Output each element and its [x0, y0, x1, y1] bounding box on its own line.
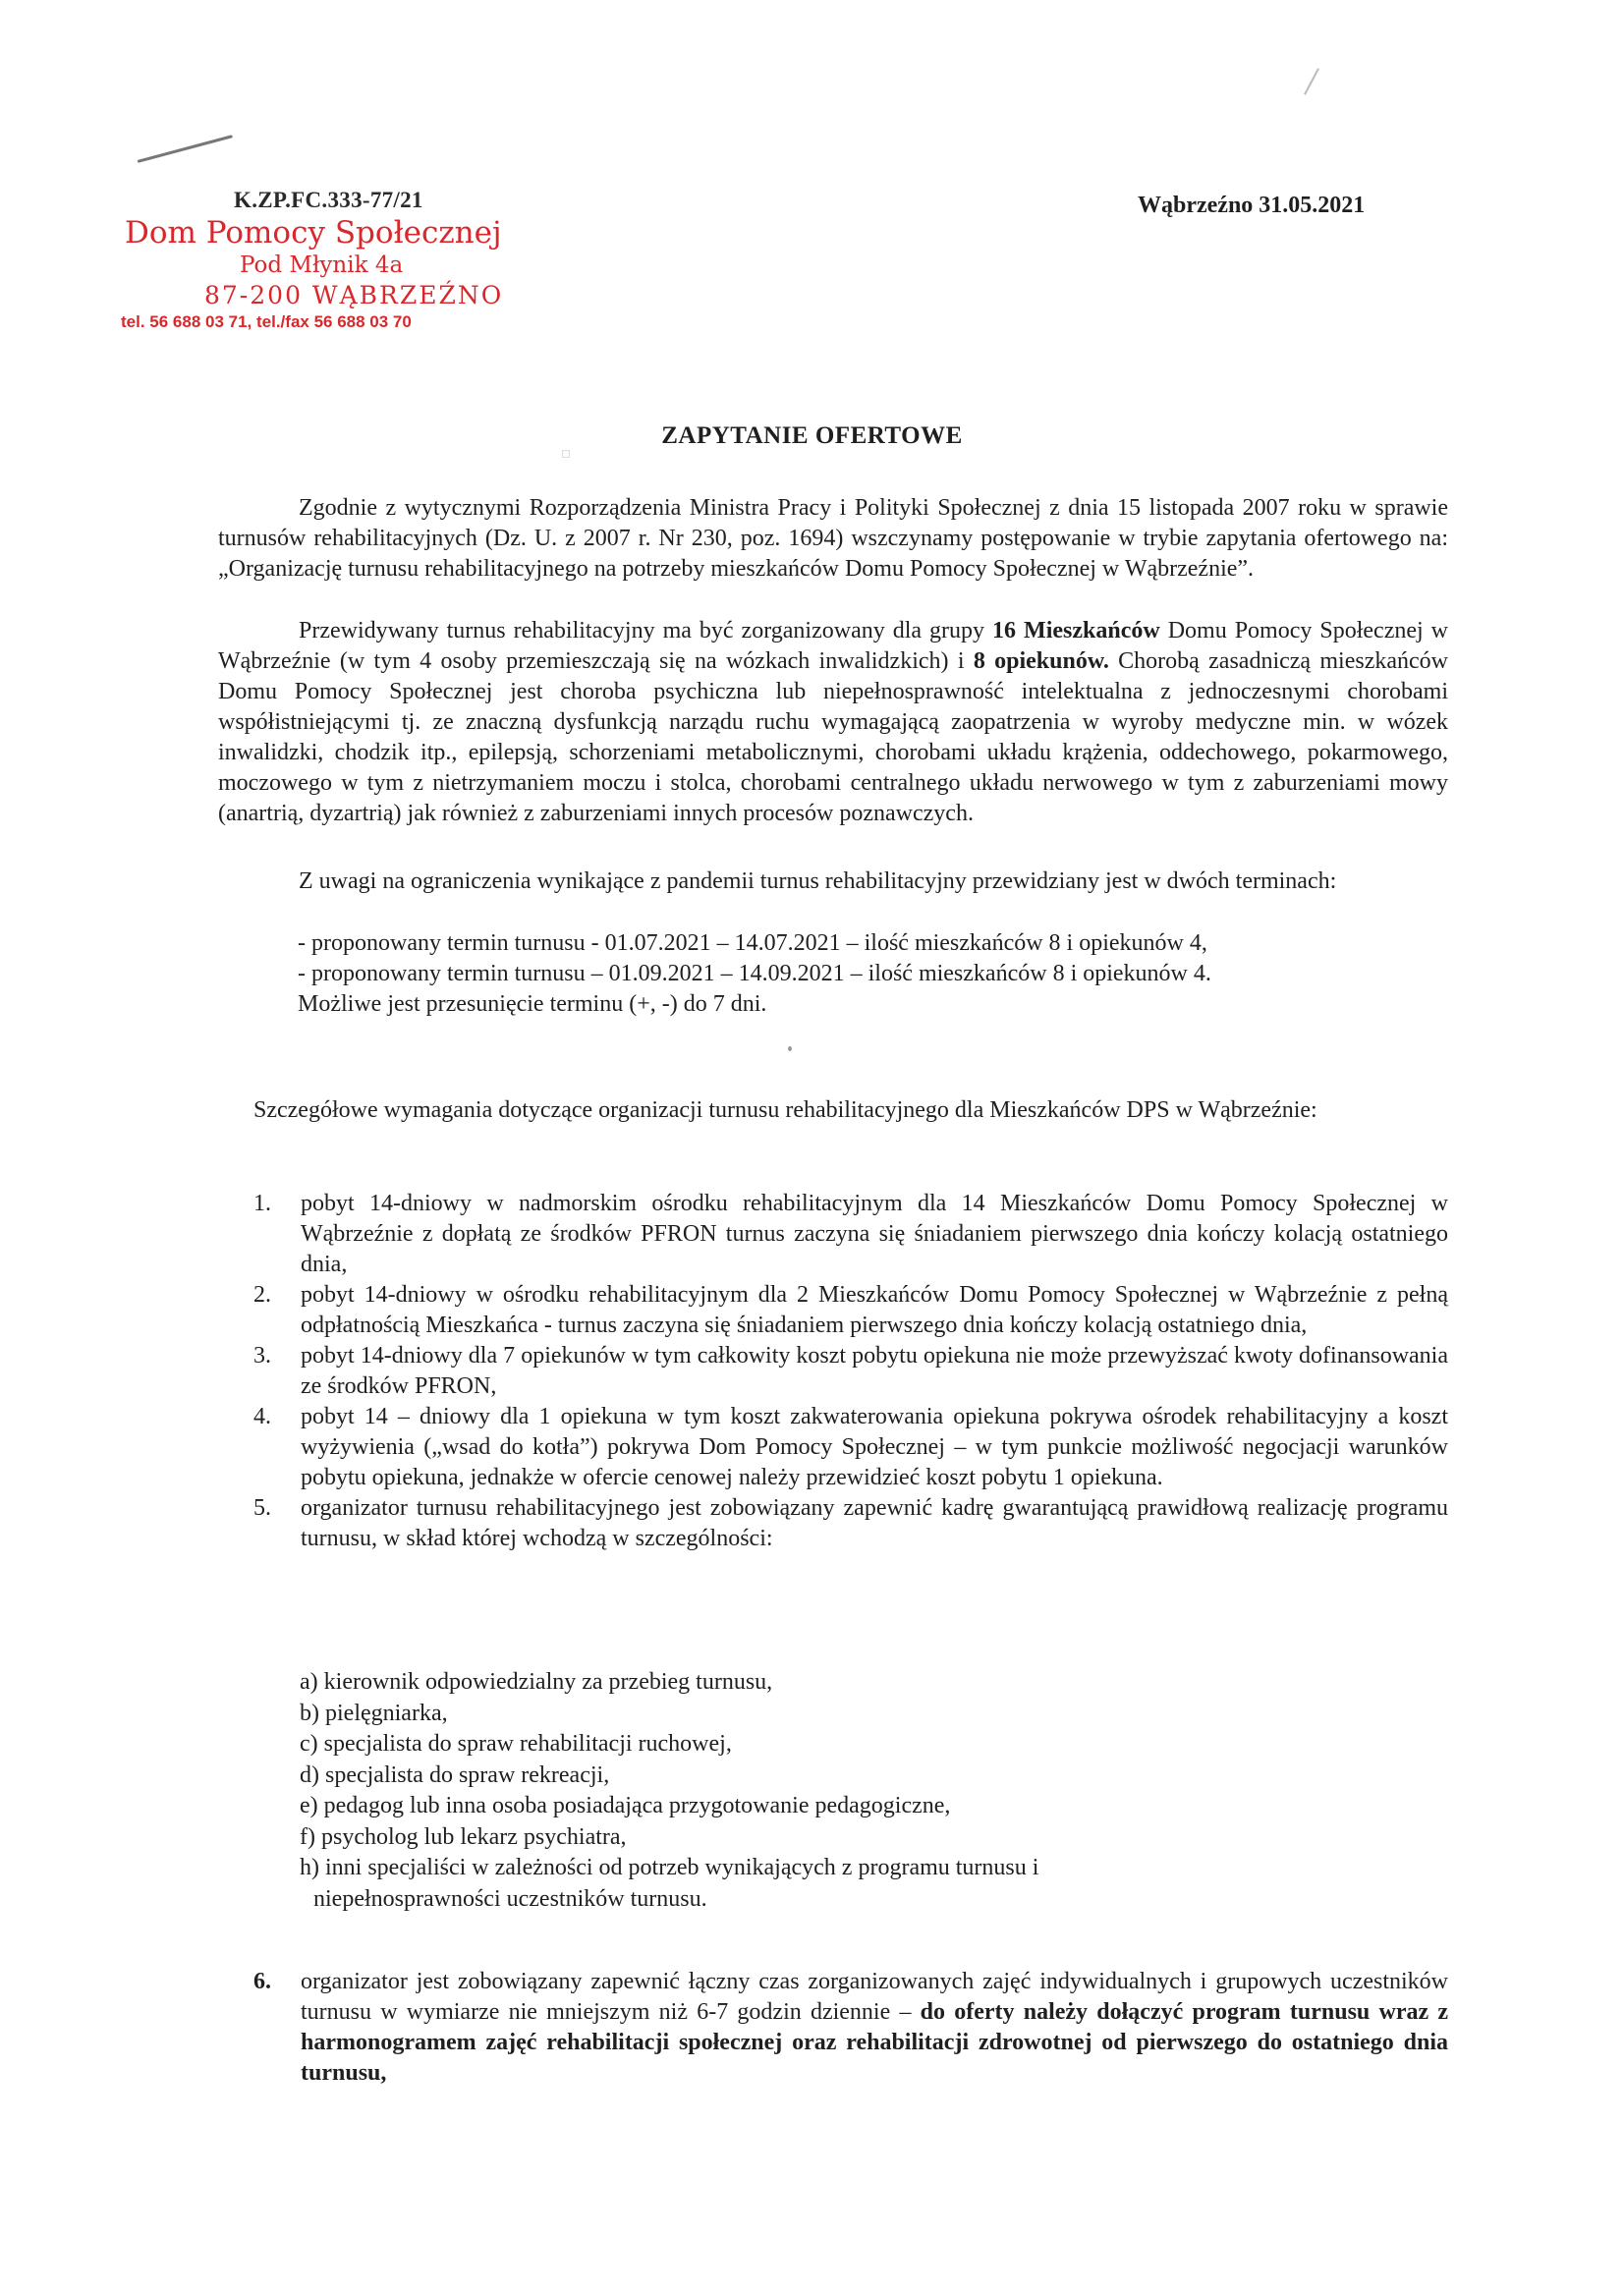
requirements-list: [253, 1189, 1448, 1554]
diagnosis-text: Chorobą zasadniczą mieszkańców Domu Pomocy Społecznej jest choroba psychiczna lub niepełnosprawność intelektualna z jednoczesnymi chorobami współistniejącymi tj. ze znaczną dysfunkcją narządu ruchu wymagającą zaopatrzenia w wyroby medyczne min. w wózek inwalidzki, chodzik itp., epilepsją, schorzeniami metabolicznymi, chorobami układu krążenia, oddechowego, pokarmowego, moczowego w tym z nietrzymaniem moczu i stolca, chorobami centralnego układu nerwowego w tym z zaburzeniami mowy (anartrią, dyzartrią) jak również z zaburzeniami innych procesów poznawczych.: [218, 648, 1448, 826]
residents-count: 16 Mieszkańców: [992, 618, 1160, 643]
requirement-6-text: organizator jest zobowiązany zapewnić łączny czas zorganizowanych zajęć indywidualnych i grupowych uczestników turnusu w wymiarze nie mniejszym niż 6-7 godzin dziennie –: [301, 1969, 1448, 2025]
term-item: - proponowany termin turnusu - 01.07.2021 – 14.07.2021 – ilość mieszkańców 8 i opiekunów 4,: [298, 930, 1207, 956]
group-paragraph: [218, 616, 1448, 829]
staff-item: d) specjalista do spraw rekreacji,: [300, 1761, 610, 1788]
staff-item: c) specjalista do spraw rehabilitacji ruchowej,: [300, 1731, 732, 1757]
requirement-text: pobyt 14-dniowy dla 7 opiekunów w tym całkowity koszt pobytu opiekuna nie może przewyższać kwoty dofinansowania ze środków PFRON,: [301, 1343, 1448, 1399]
group-text: .: [1102, 648, 1109, 674]
details-intro: Szczegółowe wymagania dotyczące organizacji turnusu rehabilitacyjnego dla Mieszkańców DPS w Wąbrzeźnie:: [253, 1097, 1317, 1123]
requirement-item: [253, 1280, 1448, 1341]
staff-list: [300, 1667, 1038, 1915]
stamp-street: Pod Młynik 4a: [240, 252, 404, 278]
staff-item: b) pielęgniarka,: [300, 1700, 448, 1726]
group-text: Przewidywany turnus rehabilitacyjny ma być zorganizowany dla grupy: [299, 618, 993, 643]
term-item: - proponowany termin turnusu – 01.09.2021 – 14.09.2021 – ilość mieszkańców 8 i opiekunów 4.: [298, 961, 1211, 986]
requirement-6: [253, 1967, 1448, 2089]
document-title: ZAPYTANIE OFERTOWE: [661, 422, 963, 449]
terms-list: [298, 928, 1211, 1020]
reference-number: K.ZP.FC.333-77/21: [234, 188, 423, 212]
stamp-phone: tel. 56 688 03 71, tel./fax 56 688 03 70: [121, 312, 412, 331]
requirement-number: 3.: [253, 1343, 271, 1369]
staff-item: a) kierownik odpowiedzialny za przebieg turnusu,: [300, 1669, 773, 1695]
stamp-institution-name: Dom Pomocy Społecznej: [125, 215, 502, 251]
requirement-text: pobyt 14 – dniowy dla 1 opiekuna w tym koszt zakwaterowania opiekuna pokrywa ośrodek rehabilitacyjny a koszt wyżywienia („wsad do kotła”) pokrywa Dom Pomocy Społecznej – w tym punkcie możliwość negocjacji warunków pobytu opiekuna, jednakże w ofercie cenowej należy przewidzieć koszt pobytu 1 opiekuna.: [301, 1404, 1448, 1490]
staff-item-continuation: niepełnosprawności uczestników turnusu.: [313, 1885, 707, 1912]
requirement-item: [253, 1493, 1448, 1554]
pen-mark: [138, 135, 233, 163]
pandemic-paragraph: Z uwagi na ograniczenia wynikające z pandemii turnus rehabilitacyjny przewidziany jest w dwóch terminach:: [299, 868, 1337, 894]
scan-artifact: [562, 450, 570, 458]
requirement-number: 1.: [253, 1191, 271, 1216]
requirement-number: 2.: [253, 1282, 271, 1308]
pen-mark: [1304, 68, 1319, 94]
staff-item: f) psycholog lub lekarz psychiatra,: [300, 1823, 627, 1850]
requirement-text: pobyt 14-dniowy w nadmorskim ośrodku rehabilitacyjnym dla 14 Mieszkańców Domu Pomocy Społecznej w Wąbrzeźnie z dopłatą ze środków PFRON turnus zaczyna się śniadaniem pierwszego dnia kończy kolacją ostatniego dnia,: [301, 1191, 1448, 1277]
scan-artifact: [788, 1046, 792, 1051]
requirement-item: [253, 1967, 1448, 2089]
place-date: Wąbrzeźno 31.05.2021: [1138, 193, 1366, 218]
requirement-item: [253, 1341, 1448, 1402]
requirement-6-bold-text: do oferty należy dołączyć program turnusu wraz z harmonogramem zajęć rehabilitacji społecznej oraz rehabilitacji zdrowotnej od pierwszego do ostatniego dnia turnusu,: [301, 1999, 1448, 2086]
requirement-item: [253, 1189, 1448, 1280]
requirement-item: [253, 1402, 1448, 1493]
requirement-text: [301, 1967, 1448, 2089]
requirement-number: 5.: [253, 1495, 271, 1521]
intro-paragraph: Zgodnie z wytycznymi Rozporządzenia Ministra Pracy i Polityki Społecznej z dnia 15 listopada 2007 roku w sprawie turnusów rehabilitacyjnych (Dz. U. z 2007 r. Nr 230, poz. 1694) wszczynamy postępowanie w trybie zapytania ofertowego na: „Organizację turnusu rehabilitacyjnego na potrzeby mieszkańców Domu Pomocy Społecznej w Wąbrzeźnie”.: [218, 495, 1448, 582]
caregivers-count: 8 opiekunów: [973, 648, 1103, 674]
requirement-text: organizator turnusu rehabilitacyjnego jest zobowiązany zapewnić kadrę gwarantującą prawidłową realizację programu turnusu, w skład której wchodzą w szczególności:: [301, 1495, 1448, 1551]
stamp-city: 87-200 WĄBRZEŹNO: [204, 281, 504, 309]
staff-item: e) pedagog lub inna osoba posiadająca przygotowanie pedagogiczne,: [300, 1793, 951, 1818]
requirement-number: 6.: [253, 1969, 271, 1994]
requirement-text: pobyt 14-dniowy w ośrodku rehabilitacyjnym dla 2 Mieszkańców Domu Pomocy Społecznej w Wąbrzeźnie z pełną odpłatnością Mieszkańca - turnus zaczyna się śniadaniem pierwszego dnia kończy kolacją ostatniego dnia,: [301, 1282, 1448, 1338]
requirement-number: 4.: [253, 1404, 271, 1429]
group-text: Domu Pomocy Społecznej w Wąbrzeźnie (w tym 4 osoby przemieszczają się na wózkach inwalidzkich) i: [218, 618, 1449, 674]
staff-item: h) inni specjaliści w zależności od potrzeb wynikających z programu turnusu i: [300, 1855, 1039, 1880]
term-note: Możliwe jest przesunięcie terminu (+, -) do 7 dni.: [298, 991, 767, 1017]
